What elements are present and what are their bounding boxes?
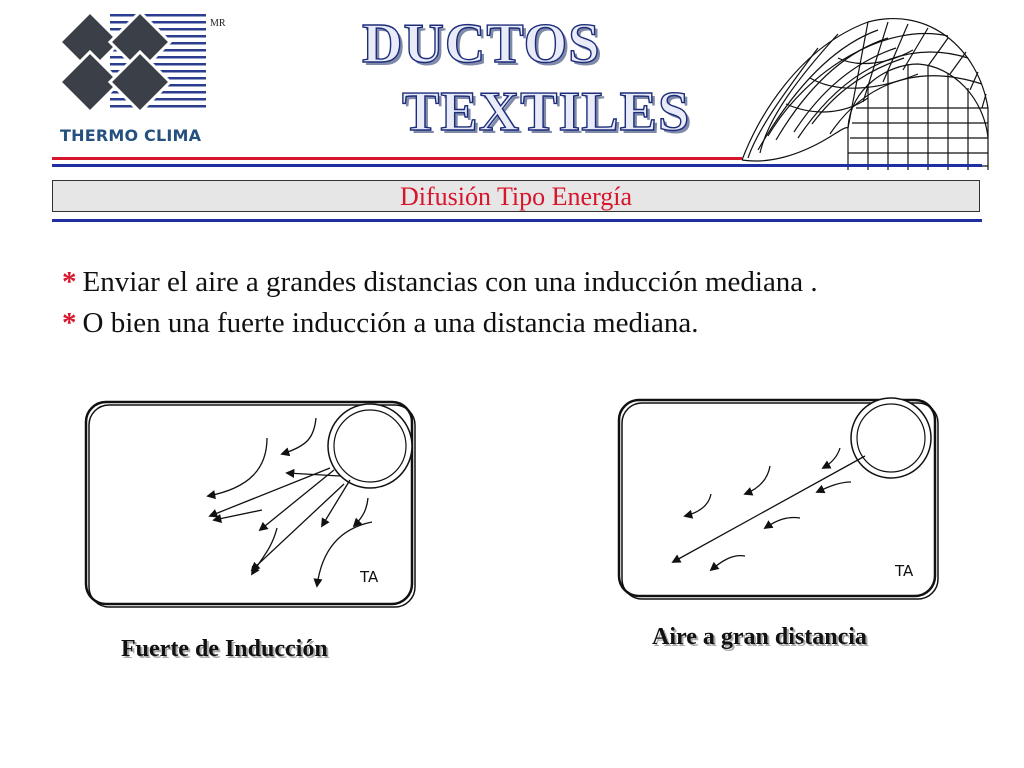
bullet-item [62,303,818,344]
bullet-item [62,262,818,303]
trademark-mark: MR [210,18,226,29]
header-blue-rule [52,164,982,167]
bullet-marker: * [62,307,77,339]
long-distance-caption: Aire a gran distancia [652,624,867,650]
textile-duct-illustration [738,8,994,173]
induction-diagram [82,398,418,610]
long-distance-diagram [615,396,941,602]
title-line-1: DUCTOS [362,13,601,75]
bullet-list [62,262,818,344]
subtitle-bar [52,180,980,212]
ta-label: TA [895,562,914,580]
subtitle-text: Difusión Tipo Energía [399,182,633,211]
header-red-rule [52,157,742,160]
bullet-text: Enviar el aire a grandes distancias con una inducción mediana . [82,266,818,298]
title-line-2: TEXTILES [402,81,691,143]
brand-name: THERMO CLIMA [60,126,202,145]
subtitle-blue-rule [52,219,982,222]
induction-caption: Fuerte de Inducción [121,636,328,662]
bullet-marker: * [62,266,77,298]
ta-label: TA [360,568,379,586]
bullet-text: O bien una fuerte inducción a una distancia mediana. [82,307,699,339]
